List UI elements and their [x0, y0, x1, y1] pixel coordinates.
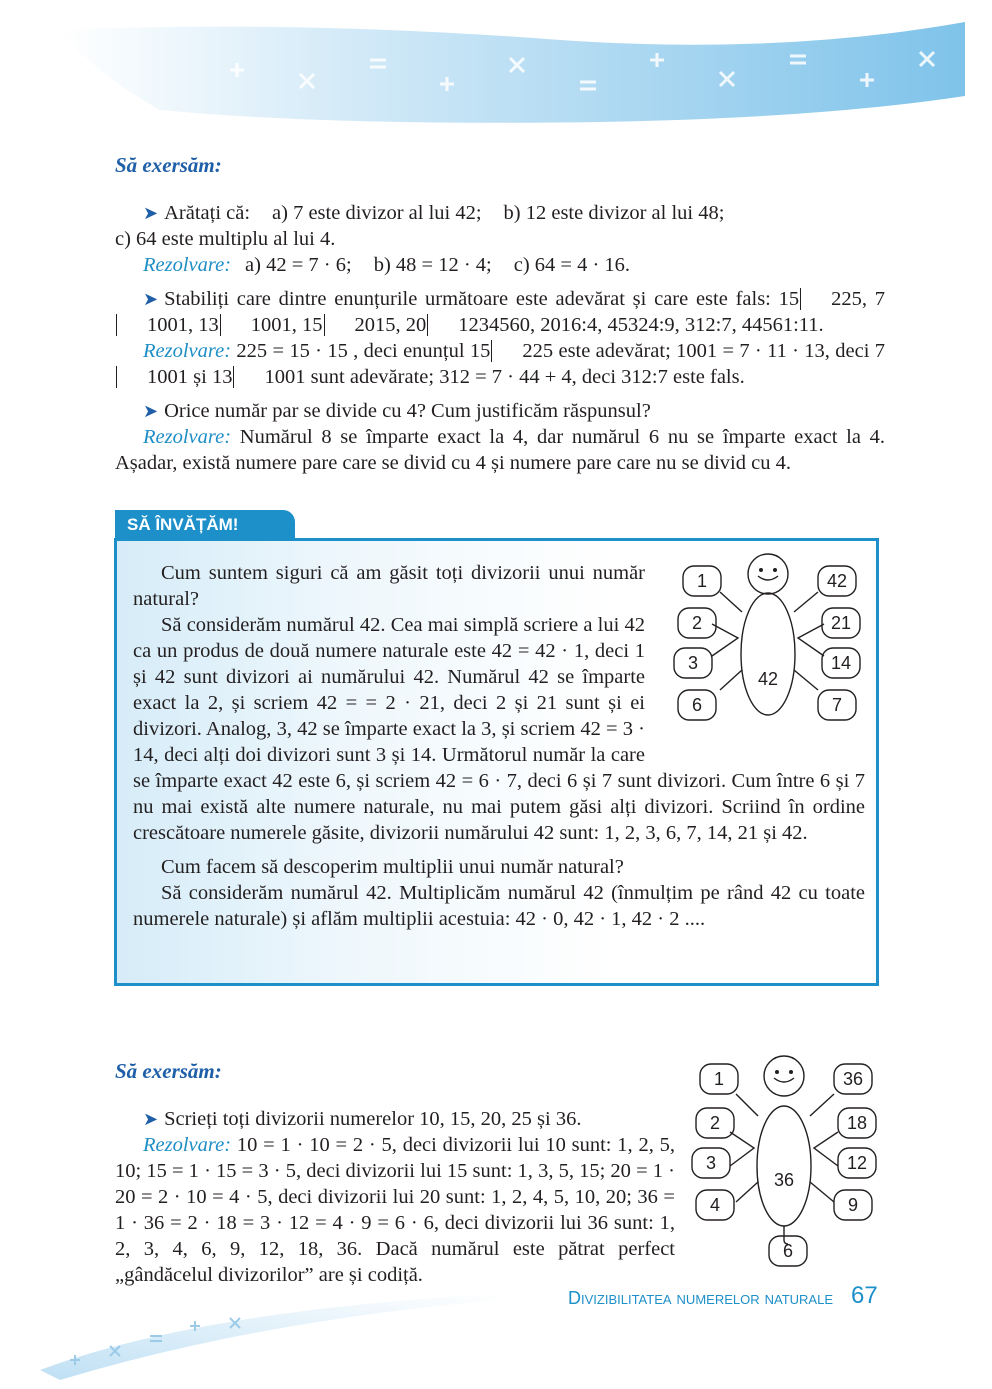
exercise-prompt: Stabiliți care dintre enunțurile următoare este adevărat și care este fals:: [164, 288, 771, 310]
exercise-item: b) 12 este divizor al lui 48;: [503, 202, 725, 224]
divisor-bug-36-diagram: [688, 1054, 884, 1268]
exercise-3: [115, 398, 885, 424]
divisor-box: 2: [709, 1113, 721, 1133]
divisor-box: 7: [831, 695, 843, 715]
exercise-3-solution: [115, 424, 885, 476]
divisor-box: 3: [705, 1153, 717, 1173]
divisor-box: 36: [842, 1069, 864, 1089]
exercise-item: a) 7 este divizor al lui 42;: [272, 202, 482, 224]
divisor-box: 3: [687, 653, 699, 673]
divisor-box: 12: [846, 1153, 868, 1173]
exercise-section-2: [115, 1036, 675, 1288]
exercise-1-solution: [115, 252, 885, 278]
learn-paragraph: Să considerăm numărul 42. Multiplicăm numărul 42 (înmulțim pe rând 42 cu toate numerele naturale) și aflăm multiplii acestuia: 42 · 0, 42 · 1, 42 · 2 ....: [133, 882, 865, 930]
solution-label: Rezolvare:: [143, 1134, 232, 1156]
section-heading: Să exersăm:: [115, 1059, 222, 1083]
exercise-section-1: [115, 130, 885, 476]
solution-item: b) 48 = 12 · 4;: [373, 254, 492, 276]
exercise-4: [115, 1106, 675, 1132]
solution-item: c) 64 = 4 · 16.: [513, 254, 631, 276]
learn-content: [133, 560, 865, 932]
top-banner-decoration: [0, 0, 992, 150]
solution-item: a) 42 = 7 · 6;: [245, 254, 352, 276]
section-heading: Să exersăm:: [115, 153, 222, 177]
learn-paragraph: Cum facem să descoperim multiplii unui număr natural?: [161, 856, 624, 878]
learn-paragraph: Cum suntem siguri că am găsit toți divizorii unui număr natural?: [133, 562, 645, 610]
solution-label: Rezolvare:: [143, 426, 232, 448]
exercise-prompt: Orice număr par se divide cu 4? Cum justificăm răspunsul?: [164, 400, 651, 422]
chapter-title: Divizibilitatea numerelor naturale: [568, 1288, 833, 1308]
exercise-2-solution: Rezolvare: 225 = 15 · 15 , deci enunțul 15 225 este adevărat; 1001 = 7 · 11 · 13, deci 71001 și 13 1001 sunt adevărate; 312 = 7 · 44 + 4, deci 312:7 este fals.: [115, 338, 885, 390]
divisor-box: 1: [713, 1069, 725, 1089]
arrow-bullet-icon: ➤: [143, 1109, 159, 1129]
divisor-box: 2: [691, 613, 703, 633]
divisor-box: 1: [696, 571, 708, 591]
page-number: 67: [851, 1282, 878, 1309]
tail-divisor-box: 6: [782, 1241, 794, 1261]
divisor-box: 21: [830, 613, 852, 633]
solution-label: Rezolvare:: [143, 254, 232, 276]
bug-body-number: 42: [757, 669, 779, 689]
bug-body-number: 36: [773, 1170, 795, 1190]
exercise-1-cont: c) 64 este multiplu al lui 4.: [115, 228, 336, 250]
exercise-4-solution: [115, 1132, 675, 1288]
divisor-box: 6: [691, 695, 703, 715]
exercise-prompt: Arătați că:: [164, 202, 251, 224]
solution-label: Rezolvare:: [143, 340, 232, 362]
arrow-bullet-icon: ➤: [143, 203, 159, 223]
chapter-footer: [568, 1288, 833, 1309]
arrow-bullet-icon: ➤: [143, 401, 159, 421]
divisor-box: 14: [830, 653, 852, 673]
divisor-box: 18: [846, 1113, 868, 1133]
bottom-corner-decoration: [0, 1280, 520, 1389]
exercise-1: [115, 200, 885, 226]
exercise-prompt: Scrieți toți divizorii numerelor 10, 15, 20, 25 și 36.: [164, 1108, 582, 1130]
divisor-box: 42: [826, 571, 848, 591]
learn-tab: SĂ ÎNVĂȚĂM!: [115, 510, 295, 540]
divisor-box: 4: [709, 1195, 721, 1215]
exercise-2: ➤ Stabiliți care dintre enunțurile următoare este adevărat și care este fals: 15 225, 71001, 13 1001, 15 2015, 20 1234560, 2016:4, 45324:9, 312:7, 44561:11.: [115, 286, 885, 338]
divisor-box: 9: [847, 1195, 859, 1215]
solution-text: Numărul 8 se împarte exact la 4, dar numărul 6 nu se împarte exact la 4. Așadar, există numere pare care se divid cu 4 și numere pare care nu se divid cu 4.: [115, 426, 886, 474]
arrow-bullet-icon: ➤: [143, 289, 159, 309]
bug-spacer: [645, 612, 865, 762]
learn-paragraph: Să considerăm numărul 42. Cea mai simplă scriere a lui 42 ca un produs de două numere naturale este 42 = 42 · 1, deci 1 și 42 sunt divizori ai numărului 42. Numărul 42 se împarte exact la 2, și scriem 42 = = 2 · 21, deci 2 și 21 sunt și ei divizori. Analog, 3, 42 se împarte exact la 3, și scriem 42 = 3 · 14, deci alți doi divizori sunt 3 și 14. Următorul număr la care se împarte exact 42 este 6, și scriem 42 = 6 · 7, deci 6 și 7 sunt divizori. Cum între 6 și 7 nu mai există alte numere naturale, nu mai putem găsi alți divizori. Scriind în ordine crescătoare numerele găsite, divizorii numărului 42 sunt: 1, 2, 3, 6, 7, 14, 21 și 42.: [133, 614, 865, 844]
solution-text: 10 = 1 · 10 = 2 · 5, deci divizorii lui 10 sunt: 1, 2, 5, 10; 15 = 1 · 15 = 3 · 5, deci divizorii lui 15 sunt: 1, 3, 5, 15; 20 = 1 · 20 = 2 · 10 = 4 · 5, deci divizorii lui 20 sunt: 1, 2, 4, 5, 10, 20; 36 = 1 · 36 = 2 · 18 = 3 · 12 = 4 · 9 = 6 · 6, deci divizorii lui 36 sunt: 1, 2, 3, 4, 6, 9, 12, 18, 36. Dacă numărul este pătrat perfect „gândăcelul divizorilor” are și codiță.: [115, 1134, 676, 1286]
